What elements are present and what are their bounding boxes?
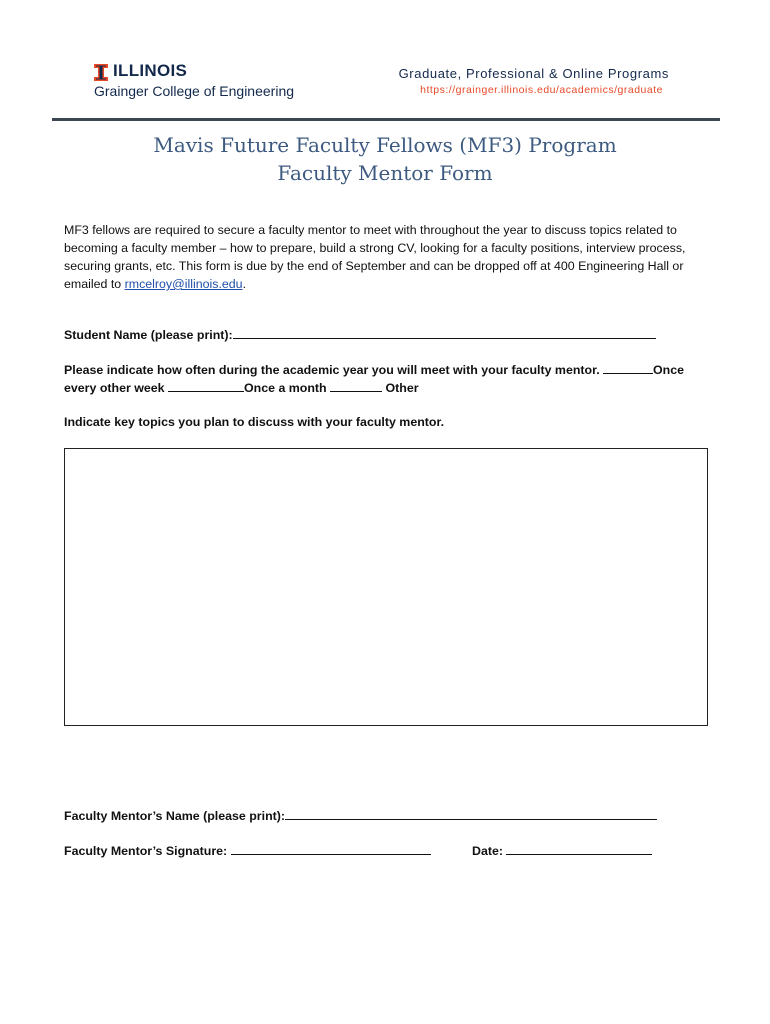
topics-textbox[interactable] [64, 448, 708, 726]
intro-text: MF3 fellows are required to secure a faculty mentor to meet with throughout the year to discuss topics related to becoming a faculty member – how to prepare, build a strong CV, looking for a faculty positions, interview process, securing grants, etc. This form is due by the end of September and can be dropped off at 400 Engineering Hall or emailed to [64, 223, 686, 291]
once-every-other-week-field[interactable] [603, 361, 653, 374]
once-a-month-label: Once a month [244, 381, 327, 395]
illinois-block-i-logo [94, 64, 108, 81]
date-label: Date: [472, 844, 503, 858]
other-label: Other [385, 381, 419, 395]
program-name: Graduate, Professional & Online Programs [398, 66, 669, 81]
program-url[interactable]: https://grainger.illinois.edu/academics/graduate [420, 84, 663, 96]
intro-paragraph [64, 221, 714, 293]
page-subtitle: Faculty Mentor Form [277, 161, 493, 185]
once-label: Once [653, 363, 684, 377]
once-a-month-field[interactable] [168, 379, 244, 392]
every-other-week-label: every other week [64, 381, 165, 395]
frequency-label: Please indicate how often during the academic year you will meet with your faculty mentor. [64, 363, 600, 377]
email-link[interactable]: rmcelroy@illinois.edu [124, 277, 243, 291]
mentor-name-label: Faculty Mentor’s Name (please print): [64, 809, 286, 823]
page-title: Mavis Future Faculty Fellows (MF3) Program [153, 133, 617, 157]
brand-wordmark: ILLINOIS [113, 61, 188, 80]
mentor-name-row [64, 807, 657, 825]
date-field[interactable] [506, 842, 652, 855]
frequency-options-row [64, 379, 419, 397]
header-divider [52, 118, 720, 121]
signature-label: Faculty Mentor’s Signature: [64, 844, 228, 858]
student-name-row [64, 326, 656, 344]
student-name-field[interactable] [233, 326, 656, 339]
once-every-other-week-option-top [603, 361, 684, 379]
other-field[interactable] [330, 379, 382, 392]
date-row [472, 842, 652, 860]
college-name: Grainger College of Engineering [94, 83, 295, 99]
signature-row [64, 842, 431, 860]
topics-label: Indicate key topics you plan to discuss with your faculty mentor. [64, 415, 445, 429]
mentor-name-field[interactable] [285, 807, 657, 820]
signature-field[interactable] [231, 842, 431, 855]
student-name-label: Student Name (please print): [64, 328, 233, 342]
intro-end: . [242, 277, 247, 291]
